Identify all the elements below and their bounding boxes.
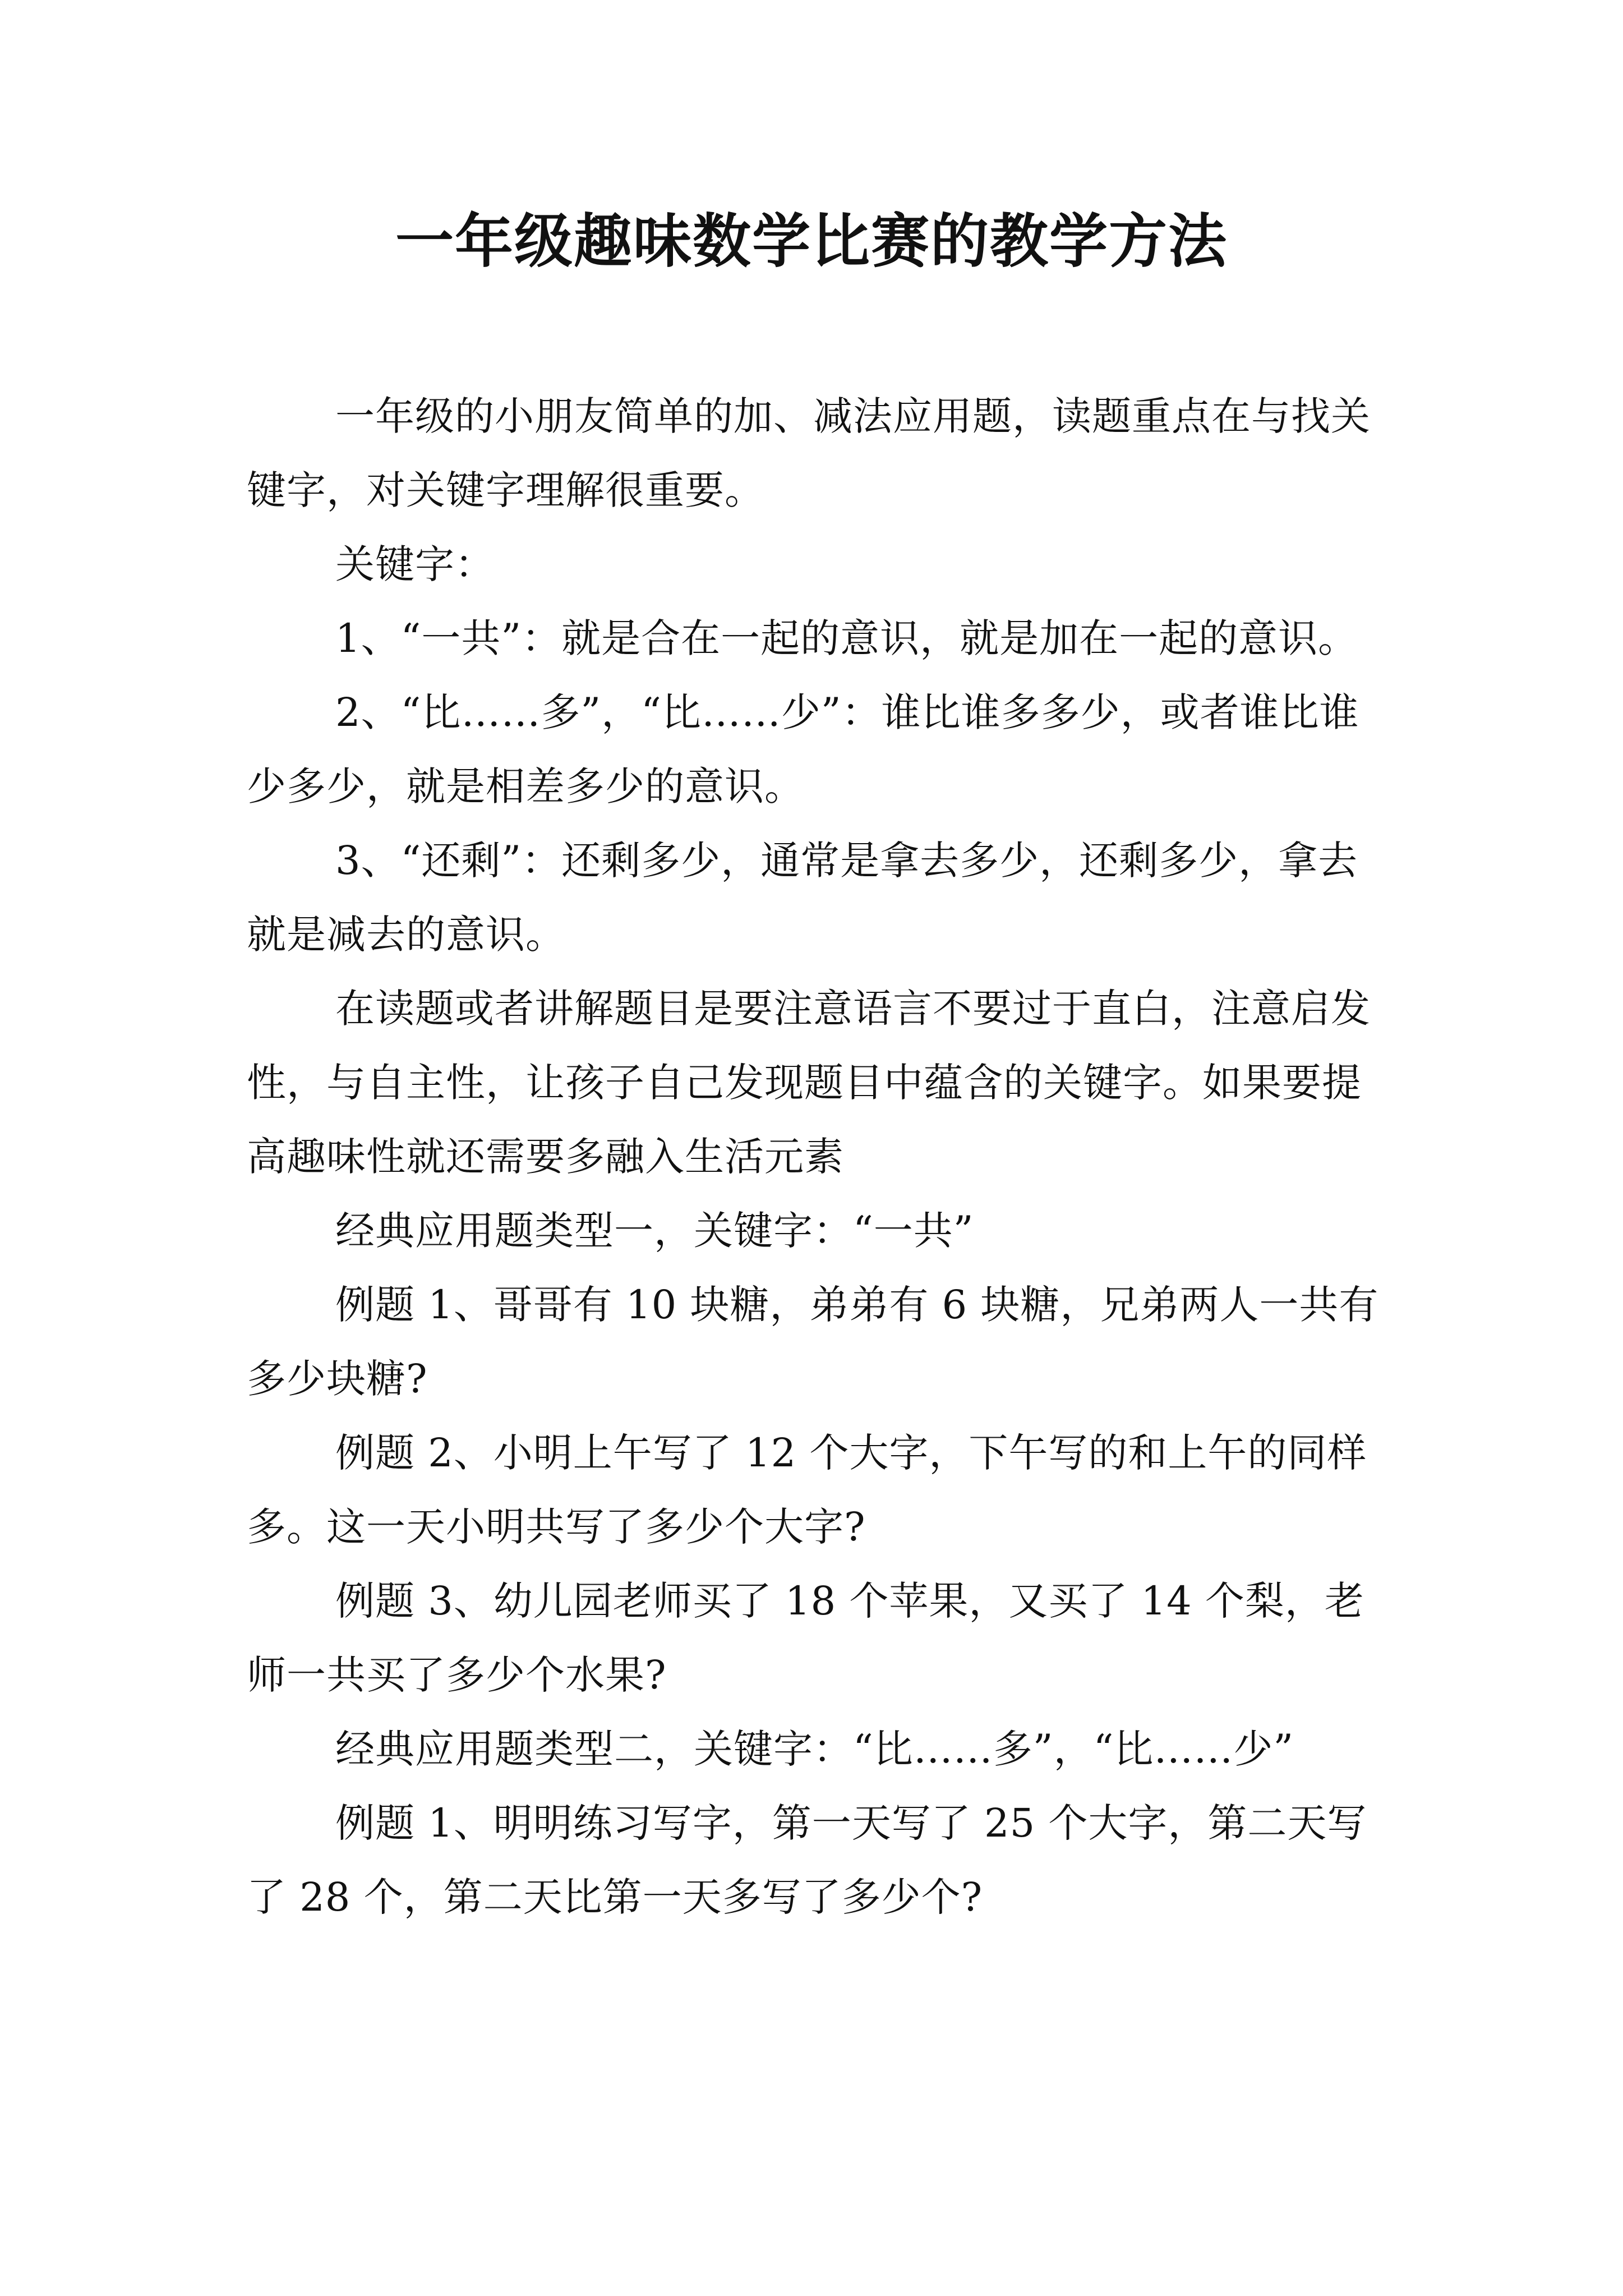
paragraph-example-2-1: 例题 1、明明练习写字，第一天写了 25 个大字，第二天写了 28 个，第二天比第一天多写了多少个? (247, 1800, 1367, 1920)
paragraph-type-2-heading: 经典应用题类型二，关键字：“比……多”，“比……少” (335, 1726, 1294, 1772)
paragraph-teaching-note: 在读题或者讲解题目是要注意语言不要过于直白，注意启发性，与自主性，让孩子自己发现题目中蕴含的关键字。如果要提高趣味性就还需要多融入生活元素 (247, 986, 1371, 1180)
paragraph-keyword-3: 3、“还剩”：还剩多少，通常是拿去多少，还剩多少，拿去就是减去的意识。 (247, 838, 1358, 958)
paragraph-keyword-2: 2、“比……多”，“比……少”：谁比谁多多少，或者谁比谁少多少，就是相差多少的意识。 (247, 689, 1359, 809)
document-body (247, 379, 1396, 1934)
document-title: 一年级趣味数学比赛的教学方法 (395, 206, 1228, 275)
paragraph-keyword-1: 1、“一共”：就是合在一起的意识，就是加在一起的意识。 (335, 615, 1358, 661)
paragraph-type-1-heading: 经典应用题类型一，关键字：“一共” (335, 1208, 974, 1254)
paragraph-example-1-2: 例题 2、小明上午写了 12 个大字，下午写的和上午的同样多。这一天小明共写了多少个大字? (247, 1430, 1367, 1550)
paragraph-example-1-3: 例题 3、幼儿园老师买了 18 个苹果，又买了 14 个梨，老师一共买了多少个水果? (247, 1578, 1364, 1698)
paragraph-keywords-heading: 关键字： (335, 541, 495, 587)
paragraph-intro: 一年级的小朋友简单的加、减法应用题，读题重点在与找关键字，对关键字理解很重要。 (247, 393, 1371, 513)
paragraph-example-1-1: 例题 1、哥哥有 10 块糖，弟弟有 6 块糖，兄弟两人一共有多少块糖? (247, 1282, 1379, 1402)
